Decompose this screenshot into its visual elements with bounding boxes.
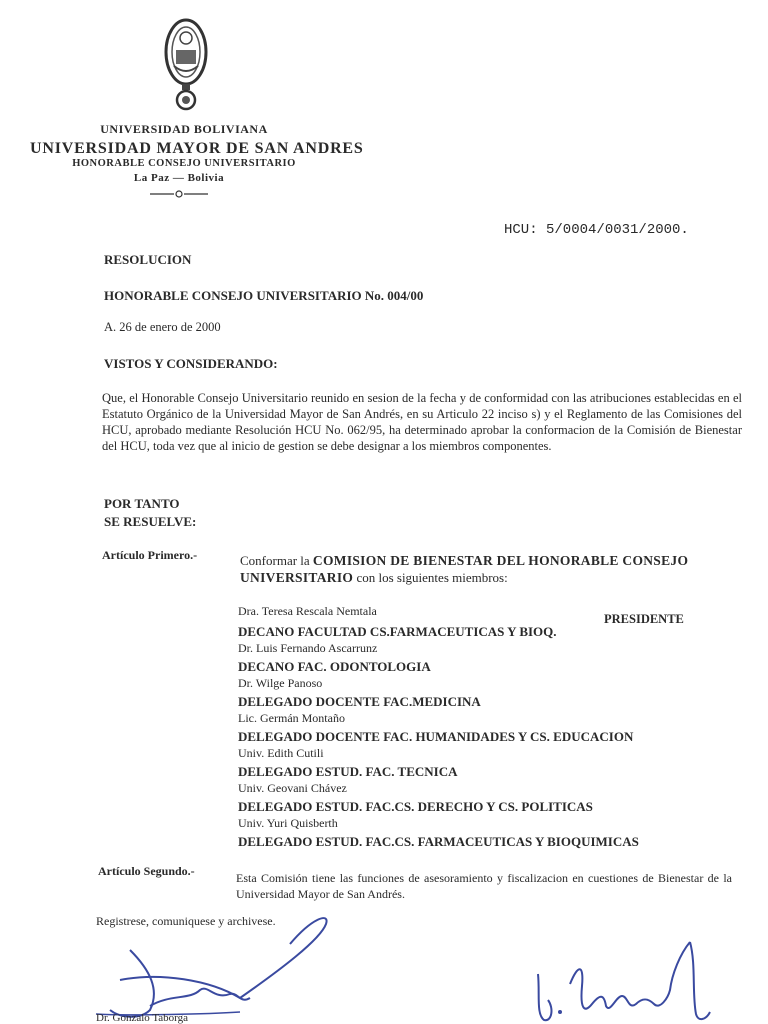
university-seal-icon <box>160 16 212 112</box>
article1-text <box>240 552 740 586</box>
commission-name: COMISION DE BIENESTAR DEL HONORABLE CONSEJO UNIVERSITARIO <box>240 553 689 585</box>
resolution-date: A. 26 de enero de 2000 <box>104 320 221 334</box>
reference-number: HCU: 5/0004/0031/2000. <box>504 222 689 238</box>
member-role: DELEGADO DOCENTE FAC. HUMANIDADES Y CS. EDUCACION <box>238 729 634 744</box>
considerando-paragraph: Que, el Honorable Consejo Universitario reunido en sesion de la fecha y de conformidad con las atribuciones establecidas en el Estatuto Orgánico de la Universidad Mayor de San Andrés, en su Articulo 22 inciso s) y el Reglamento de las Comisiones del HCU, aprobado mediante Resolución HCU No. 062/95, ha determinado aprobar la conformacion de la Comisión de Bienestar del HCU, toda vez que al inicio de gestion se debe designar a los miembros componentes. <box>102 391 742 453</box>
header-university: UNIVERSIDAD BOLIVIANA <box>100 122 268 136</box>
header-name: UNIVERSIDAD MAYOR DE SAN ANDRES <box>30 140 364 157</box>
member-name: Lic. Germán Montaño <box>238 711 345 725</box>
ornament-divider-icon <box>150 188 208 200</box>
signature-left-icon <box>90 910 340 1024</box>
president-label: PRESIDENTE <box>604 612 684 626</box>
member-role: DELEGADO ESTUD. FAC. TECNICA <box>238 764 458 779</box>
article1-label: Artículo Primero.- <box>102 548 198 562</box>
article2-text: Esta Comisión tiene las funciones de asesoramiento y fiscalizacion en cuestiones de Bienestar de la Universidad Mayor de San Andrés. <box>236 871 732 901</box>
por-tanto: POR TANTO <box>104 496 180 511</box>
closing-formula: Registrese, comuniquese y archivese. <box>96 914 276 928</box>
member-name: Dra. Teresa Rescala Nemtala <box>238 604 377 618</box>
member-name: Univ. Yuri Quisberth <box>238 816 338 830</box>
member-role: DELEGADO ESTUD. FAC.CS. FARMACEUTICAS Y BIOQUIMICAS <box>238 834 639 849</box>
member-role: DELEGADO ESTUD. FAC.CS. DERECHO Y CS. POLITICAS <box>238 799 593 814</box>
doc-title: RESOLUCION <box>104 252 192 267</box>
header-city: La Paz — Bolivia <box>133 172 225 184</box>
signature-right-icon <box>520 934 720 1024</box>
member-role: DECANO FAC. ODONTOLOGIA <box>238 659 431 674</box>
resolution-number: HONORABLE CONSEJO UNIVERSITARIO No. 004/00 <box>104 288 424 303</box>
member-role: DECANO FACULTAD CS.FARMACEUTICAS Y BIOQ. <box>238 624 557 639</box>
article2-label: Artículo Segundo.- <box>98 864 195 878</box>
member-name: Dr. Wilge Panoso <box>238 676 323 690</box>
article1-text-before: Conformar la <box>240 553 310 568</box>
vistos-heading: VISTOS Y CONSIDERANDO: <box>104 356 278 371</box>
article1-text-after: con los siguientes miembros: <box>356 570 508 585</box>
se-resuelve: SE RESUELVE: <box>104 514 197 529</box>
member-role: DELEGADO DOCENTE FAC.MEDICINA <box>238 694 481 709</box>
member-name: Dr. Luis Fernando Ascarrunz <box>238 641 378 655</box>
member-name: Univ. Edith Cutili <box>238 746 324 760</box>
header-council: HONORABLE CONSEJO UNIVERSITARIO <box>72 158 296 169</box>
member-name: Univ. Geovani Chávez <box>238 781 347 795</box>
signatory-name: Dr. Gonzalo Taborga <box>96 1012 188 1024</box>
